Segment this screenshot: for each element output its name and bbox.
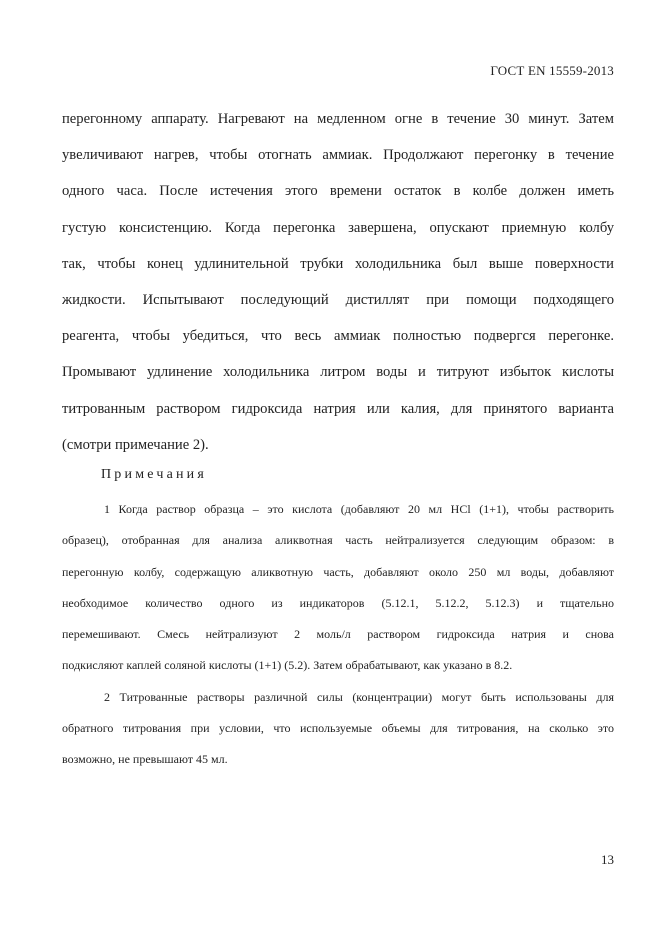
body-line: жидкости. Испытывают последующий дистиллят при помощи подходящего xyxy=(62,291,614,308)
note-1-line: перегонную колбу, содержащую аликвотную часть, добавляют около 250 мл воды, добавляют xyxy=(62,564,614,579)
note-1-line: 1 Когда раствор образца – это кислота (добавляют 20 мл HCl (1+1), чтобы растворить xyxy=(104,502,614,516)
note-1-line: перемешивают. Смесь нейтрализуют 2 моль/л раствором гидроксида натрия и снова xyxy=(62,627,614,642)
body-line: Промывают удлинение холодильника литром воды и титруют избыток кислоты xyxy=(62,364,614,381)
note-1-line: образец), отобранная для анализа аликвотная часть нейтрализуется следующим образом: в xyxy=(62,533,614,548)
note-1-line: подкисляют каплей соляной кислоты (1+1) (5.2). Затем обрабатывают, как указано в 8.2. xyxy=(62,658,513,673)
note-2-line: обратного титрования при условии, что используемые объемы для титрования, на сколько это xyxy=(62,721,614,736)
note-2-line: 2 Титрованные растворы различной силы (концентрации) могут быть использованы для xyxy=(104,689,614,704)
note-1-line: необходимое количество одного из индикаторов (5.12.1, 5.12.2, 5.12.3) и тщательно xyxy=(62,595,614,610)
body-line: (смотри примечание 2). xyxy=(62,436,209,453)
page-number: 13 xyxy=(601,852,614,867)
note-2-line: возможно, не превышают 45 мл. xyxy=(62,752,228,767)
body-paragraph xyxy=(62,106,614,468)
body-line: так, чтобы конец удлинительной трубки холодильника был выше поверхности xyxy=(62,255,614,272)
body-line: титрованным раствором гидроксида натрия или калия, для принятого варианта xyxy=(62,400,614,417)
body-line: густую консистенцию. Когда перегонка завершена, опускают приемную колбу xyxy=(62,219,614,236)
standard-header: ГОСТ EN 15559-2013 xyxy=(490,63,614,78)
body-line: увеличивают нагрев, чтобы отогнать аммиак. Продолжают перегонку в течение xyxy=(62,147,614,164)
notes-heading: Примечания xyxy=(101,467,208,482)
body-line: реагента, чтобы убедиться, что весь аммиак полностью подвергся перегонке. xyxy=(62,328,614,345)
notes-block xyxy=(62,498,614,780)
body-line: одного часа. После истечения этого времени остаток в колбе должен иметь xyxy=(62,183,614,200)
body-line: перегонному аппарату. Нагревают на медленном огне в течение 30 минут. Затем xyxy=(62,111,614,127)
